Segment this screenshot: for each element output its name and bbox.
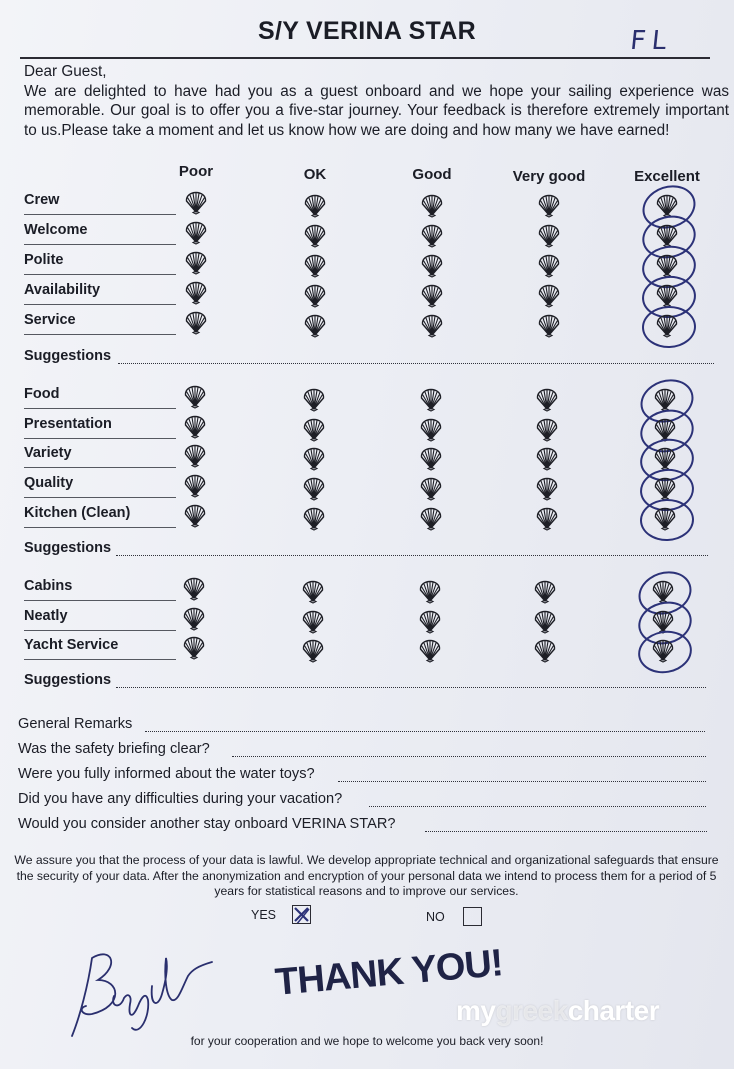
hand-drawn-circle bbox=[639, 498, 694, 542]
rating-header-ok: OK bbox=[303, 166, 327, 183]
category-label: Crew bbox=[24, 192, 176, 215]
shell-icon-very-good[interactable] bbox=[534, 447, 560, 471]
category-label: Yacht Service bbox=[24, 637, 176, 660]
shell-icon-good[interactable] bbox=[418, 507, 444, 531]
shell-icon-poor[interactable] bbox=[181, 577, 207, 601]
shell-icon-ok[interactable] bbox=[300, 580, 326, 604]
category-label: Polite bbox=[24, 252, 176, 275]
shell-icon-ok[interactable] bbox=[301, 418, 327, 442]
answer-line[interactable] bbox=[145, 731, 705, 732]
shell-icon-poor[interactable] bbox=[181, 607, 207, 631]
shell-icon-poor[interactable] bbox=[183, 251, 209, 275]
shell-icon-very-good[interactable] bbox=[536, 314, 562, 338]
suggestions-line[interactable] bbox=[116, 555, 708, 556]
shell-icon-poor[interactable] bbox=[182, 444, 208, 468]
shell-icon-good[interactable] bbox=[419, 284, 445, 308]
shell-icon-very-good[interactable] bbox=[534, 507, 560, 531]
shell-icon-ok[interactable] bbox=[301, 447, 327, 471]
shell-icon-poor[interactable] bbox=[182, 415, 208, 439]
shell-icon-ok[interactable] bbox=[301, 507, 327, 531]
shell-icon-good[interactable] bbox=[417, 639, 443, 663]
shell-icon-very-good[interactable] bbox=[532, 580, 558, 604]
signature bbox=[62, 936, 222, 1046]
shell-icon-ok[interactable] bbox=[302, 224, 328, 248]
shell-icon-good[interactable] bbox=[418, 447, 444, 471]
shell-icon-ok[interactable] bbox=[302, 194, 328, 218]
suggestions-label: Suggestions bbox=[24, 348, 112, 364]
rating-header-excellent: Excellent bbox=[634, 168, 700, 185]
answer-line[interactable] bbox=[232, 756, 706, 757]
footer-message: for your cooperation and we hope to welcome you back very soon! bbox=[190, 1034, 544, 1048]
shell-icon-good[interactable] bbox=[417, 580, 443, 604]
shell-icon-poor[interactable] bbox=[181, 636, 207, 660]
category-label: Availability bbox=[24, 282, 176, 305]
watermark-logo bbox=[456, 995, 659, 1027]
suggestions-line[interactable] bbox=[116, 687, 706, 688]
shell-icon-ok[interactable] bbox=[302, 254, 328, 278]
check-x-icon bbox=[293, 906, 310, 923]
shell-icon-very-good[interactable] bbox=[536, 194, 562, 218]
shell-icon-poor[interactable] bbox=[182, 385, 208, 409]
thank-you-handwriting: THANK YOU! bbox=[273, 942, 505, 1004]
yes-checkbox[interactable] bbox=[292, 905, 311, 924]
shell-icon-good[interactable] bbox=[419, 254, 445, 278]
shell-icon-good[interactable] bbox=[419, 224, 445, 248]
no-checkbox[interactable] bbox=[463, 907, 482, 926]
category-label: Variety bbox=[24, 445, 176, 468]
shell-icon-good[interactable] bbox=[419, 314, 445, 338]
answer-line[interactable] bbox=[338, 781, 706, 782]
watermark-charter: charter bbox=[567, 995, 660, 1026]
shell-icon-ok[interactable] bbox=[301, 477, 327, 501]
yes-label: YES bbox=[251, 908, 277, 922]
shell-icon-good[interactable] bbox=[418, 477, 444, 501]
rating-header-poor: Poor bbox=[178, 163, 214, 180]
question-text: General Remarks bbox=[18, 716, 133, 732]
no-label: NO bbox=[426, 910, 445, 924]
question-text: Was the safety briefing clear? bbox=[18, 741, 210, 757]
greeting: Dear Guest, bbox=[24, 63, 107, 80]
shell-icon-very-good[interactable] bbox=[536, 254, 562, 278]
suggestions-label: Suggestions bbox=[24, 672, 112, 688]
form-title: S/Y VERINA STAR bbox=[258, 17, 476, 45]
rating-header-good: Good bbox=[412, 166, 452, 183]
shell-icon-ok[interactable] bbox=[301, 388, 327, 412]
hand-drawn-circle bbox=[641, 305, 696, 349]
category-label: Welcome bbox=[24, 222, 176, 245]
watermark-my: my bbox=[456, 995, 496, 1026]
shell-icon-very-good[interactable] bbox=[536, 284, 562, 308]
shell-icon-good[interactable] bbox=[417, 610, 443, 634]
answer-line[interactable] bbox=[369, 806, 706, 807]
shell-icon-ok[interactable] bbox=[300, 639, 326, 663]
intro-text bbox=[24, 62, 729, 140]
shell-icon-good[interactable] bbox=[418, 418, 444, 442]
category-label: Service bbox=[24, 312, 176, 335]
privacy-notice: We assure you that the process of your data is lawful. We develop appropriate technical and organizational safeguards that ensure the security of your data. After the anonymization and encryption of your personal data we intend to process them for a period of 5 years for statistical reasons and to improve our services. bbox=[14, 853, 719, 898]
intro-paragraph: We are delighted to have had you as a guest onboard and we hope your sailing experience was memorable. Our goal is to offer you a five-star journey. Your feedback is therefore extremely important to us.Please take a moment and let us know how we are doing and how many we have earned! bbox=[24, 82, 729, 139]
category-label: Neatly bbox=[24, 608, 176, 631]
shell-icon-poor[interactable] bbox=[183, 221, 209, 245]
shell-icon-very-good[interactable] bbox=[532, 610, 558, 634]
shell-icon-very-good[interactable] bbox=[534, 418, 560, 442]
suggestions-line[interactable] bbox=[118, 363, 714, 364]
handwritten-initials: FL bbox=[628, 26, 675, 56]
shell-icon-poor[interactable] bbox=[182, 474, 208, 498]
shell-icon-poor[interactable] bbox=[183, 311, 209, 335]
shell-icon-ok[interactable] bbox=[300, 610, 326, 634]
rating-header-very-good: Very good bbox=[512, 168, 586, 185]
shell-icon-poor[interactable] bbox=[183, 191, 209, 215]
shell-icon-good[interactable] bbox=[418, 388, 444, 412]
shell-icon-poor[interactable] bbox=[183, 281, 209, 305]
shell-icon-ok[interactable] bbox=[302, 314, 328, 338]
category-label: Food bbox=[24, 386, 176, 409]
watermark-greek: greek bbox=[495, 995, 568, 1026]
shell-icon-very-good[interactable] bbox=[534, 388, 560, 412]
category-label: Cabins bbox=[24, 578, 176, 601]
shell-icon-poor[interactable] bbox=[182, 504, 208, 528]
question-text: Would you consider another stay onboard VERINA STAR? bbox=[18, 816, 396, 832]
suggestions-label: Suggestions bbox=[24, 540, 112, 556]
question-text: Were you fully informed about the water toys? bbox=[18, 766, 315, 782]
shell-icon-good[interactable] bbox=[419, 194, 445, 218]
shell-icon-very-good[interactable] bbox=[536, 224, 562, 248]
question-text: Did you have any difficulties during your vacation? bbox=[18, 791, 343, 807]
shell-icon-very-good[interactable] bbox=[534, 477, 560, 501]
category-label: Quality bbox=[24, 475, 176, 498]
category-label: Kitchen (Clean) bbox=[24, 505, 176, 528]
category-label: Presentation bbox=[24, 416, 176, 439]
shell-icon-ok[interactable] bbox=[302, 284, 328, 308]
answer-line[interactable] bbox=[425, 831, 707, 832]
shell-icon-very-good[interactable] bbox=[532, 639, 558, 663]
title-divider bbox=[20, 57, 710, 59]
